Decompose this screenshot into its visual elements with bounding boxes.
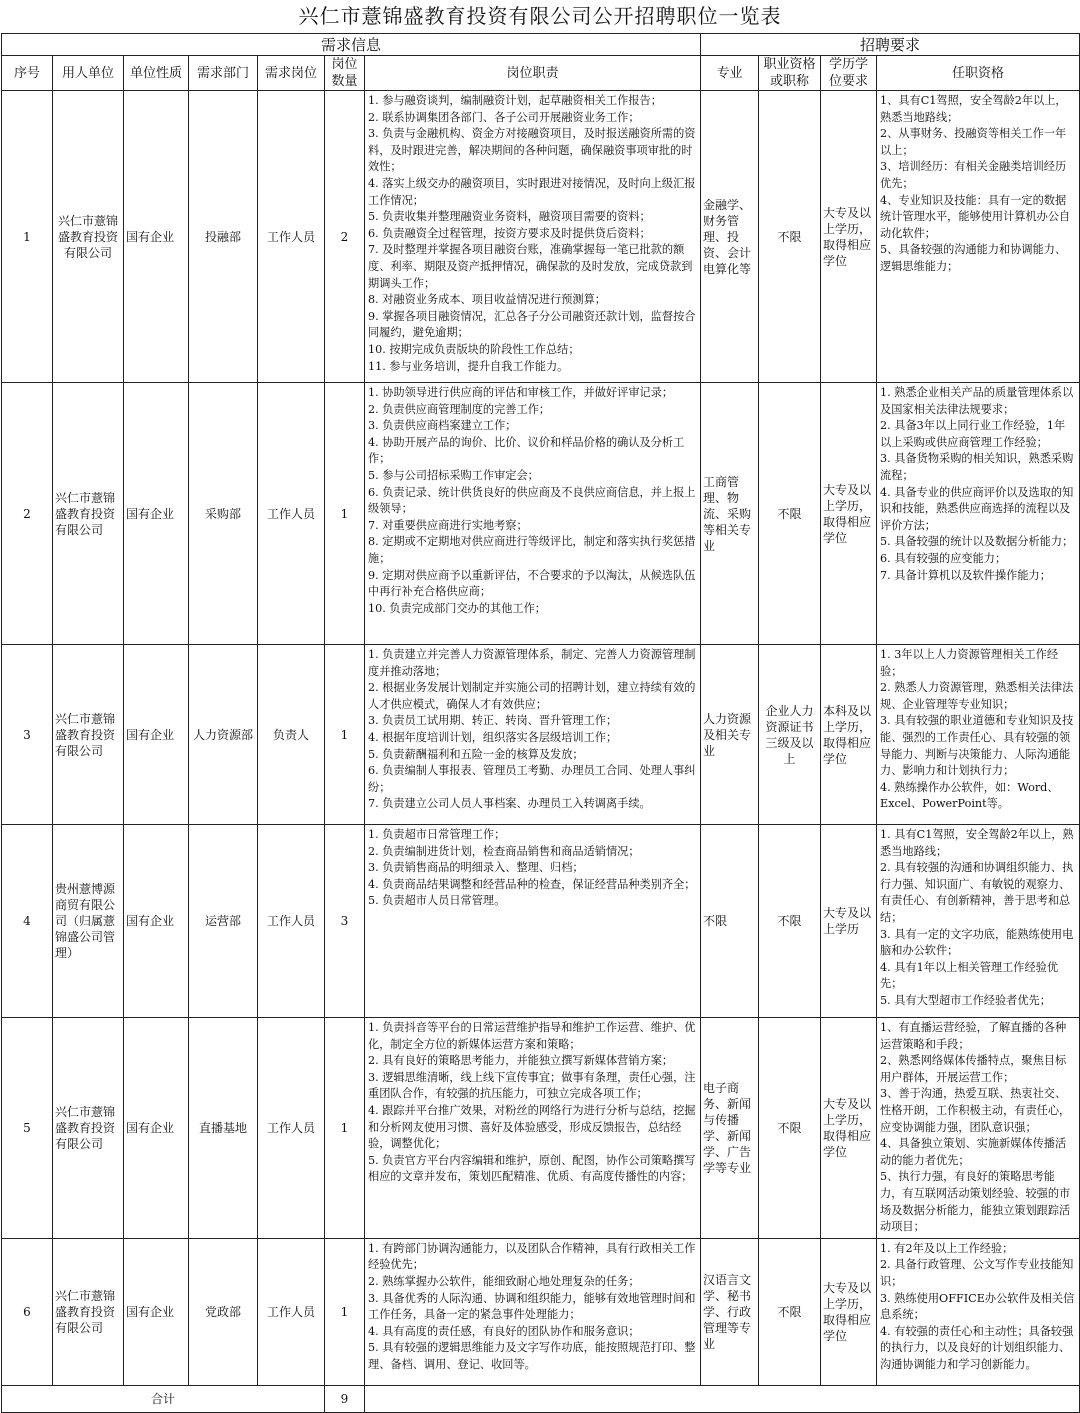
cell-major: 汉语言文学、秘书学、行政管理等专业 <box>701 1238 759 1385</box>
cell-duties-item: 11. 参与业务培训，提升自我工作能力。 <box>368 359 569 373</box>
cell-qual-item: 3. 具有一定的文字功底，能熟练使用电脑和办公软件； <box>880 927 1074 958</box>
cell-seq: 1 <box>2 91 53 383</box>
cell-duties-item: 3. 具备优秀的人际沟通、协调和组织能力，能够有效地管理时间和工作任务，具备一定的紧急事件处理能力； <box>368 1291 696 1322</box>
cell-count: 1 <box>325 1238 365 1385</box>
cell-duties <box>365 383 701 645</box>
cell-major: 人力资源及相关专业 <box>701 645 759 825</box>
total-row <box>2 1385 1080 1412</box>
cell-duties-item: 7. 及时整理并掌握各项目融资台账，准确掌握每一笔已批款的额度、利率、期限及资产抵押情况，确保款的及时发放，完成贷款到期调头工作； <box>368 243 693 290</box>
column-header-row <box>2 56 1080 91</box>
cell-duties <box>365 91 701 383</box>
cell-duties-item: 2. 联系协调集团各部门、各子公司开展融资业务工作； <box>368 110 640 124</box>
cell-duties-item: 5. 负责官方平台内容编辑和维护，原创、配图，协作公司策略撰写相应的文章并发布，策划匹配精准、优质、有高度传播性的内容； <box>368 1153 696 1184</box>
total-blank <box>365 1385 1080 1412</box>
cell-duties-item: 8. 定期或不定期地对供应商进行等级评比，制定和落实执行奖惩措施； <box>368 535 696 565</box>
cell-qual-item: 6. 具有较强的应变能力； <box>880 551 1007 565</box>
cell-duties-item: 6. 负责融资全过程管理，按资方要求及时提供贷后资料； <box>368 226 651 240</box>
cell-qual-item: 2、从事财务、投融资等相关工作一年以上； <box>880 127 1067 157</box>
cell-duties-item: 4. 负责商品结果调整和经营品种的检查，保证经营品种类别齐全； <box>368 877 696 891</box>
cell-unit: 兴仁市薏锦盛教育投资有限公司 <box>53 1238 124 1385</box>
cell-cert: 不限 <box>759 825 821 1018</box>
cell-qual-item: 3、善于沟通，热爱互联、热衷社交、性格开朗，工作积极主动，有责任心，应变协调能力强，团队意识强； <box>880 1087 1071 1134</box>
cell-post: 负责人 <box>258 645 325 825</box>
cell-duties-item: 1. 负责超市日常管理工作； <box>368 828 506 841</box>
cell-qual-item: 4. 有较强的责任心和主动性；具备较强的执行力，以及良好的计划组织能力、沟通协调能力和学习创新能力。 <box>880 1324 1074 1371</box>
header-cert: 职业资格或职称 <box>759 56 821 91</box>
cell-duties-item: 6. 负责记录、统计供货良好的供应商及不良供应商信息，并上报上级领导； <box>368 485 696 516</box>
cell-duties-item: 5. 负责收集并整理融资业务资料，融资项目需要的资料； <box>368 210 651 224</box>
cell-duties-item: 3. 负责供应商档案建立工作； <box>368 419 517 433</box>
cell-count: 1 <box>325 383 365 645</box>
cell-unit: 贵州薏博源商贸有限公司（归属薏锦盛公司管理） <box>53 825 124 1018</box>
cell-qual-item: 3. 具备货物采购的相关知识，熟悉采购流程； <box>880 452 1074 482</box>
cell-cert: 不限 <box>759 91 821 383</box>
cell-edu: 大专及以上学历，取得相应学位 <box>821 91 877 383</box>
cell-qual-item: 4. 熟练操作办公软件，如：Word、Excel、PowerPoint等。 <box>880 780 1059 811</box>
cell-major: 不限 <box>701 825 759 1018</box>
cell-duties-item: 10. 按期完成负责版块的阶段性工作总结； <box>368 342 580 356</box>
cell-duties-item: 3. 负责员工试用期、转正、转岗、晋升管理工作； <box>368 714 618 728</box>
cell-qual-item: 4、具备独立策划、实施新媒体传播活动的能力者优先； <box>880 1137 1067 1167</box>
cell-qual-item: 1、有直播运营经验，了解直播的各种运营策略和手段； <box>880 1021 1067 1051</box>
cell-seq: 4 <box>2 825 53 1018</box>
cell-seq: 5 <box>2 1018 53 1239</box>
group-header-row <box>2 34 1080 56</box>
cell-duties-item: 2. 熟练掌握办公软件，能细致耐心地处理复杂的任务； <box>368 1274 640 1288</box>
recruitment-table <box>1 33 1080 1413</box>
cell-dept: 党政部 <box>189 1238 258 1385</box>
cell-qual-item: 5、具备较强的沟通能力和协调能力、逻辑思维能力； <box>880 243 1067 273</box>
cell-nature: 国有企业 <box>124 1018 189 1239</box>
cell-count: 2 <box>325 91 365 383</box>
cell-post: 工作人员 <box>258 1018 325 1239</box>
group-demand: 需求信息 <box>2 34 701 56</box>
cell-duties-item: 3. 负责销售商品的明细录入、整理、归档； <box>368 861 584 875</box>
cell-count: 3 <box>325 825 365 1018</box>
table-row <box>2 1238 1080 1385</box>
cell-count: 1 <box>325 1018 365 1239</box>
cell-post: 工作人员 <box>258 383 325 645</box>
cell-nature: 国有企业 <box>124 383 189 645</box>
cell-seq: 6 <box>2 1238 53 1385</box>
header-unit: 用人单位 <box>53 56 124 91</box>
cell-dept: 运营部 <box>189 825 258 1018</box>
cell-duties <box>365 1018 701 1239</box>
cell-major: 金融学、财务管理、投资、会计电算化等 <box>701 91 759 383</box>
cell-duties-item: 2. 具有良好的策略思考能力，并能独立撰写新媒体营销方案； <box>368 1054 674 1068</box>
cell-post: 工作人员 <box>258 825 325 1018</box>
cell-dept: 人力资源部 <box>189 645 258 825</box>
cell-qual <box>877 645 1080 825</box>
cell-duties-item: 9. 掌握各项目融资情况，汇总各子分公司融资还款计划，监督按合同履约，避免逾期； <box>368 309 696 340</box>
header-post: 需求岗位 <box>258 56 325 91</box>
header-qual: 任职资格 <box>877 56 1080 91</box>
cell-duties-item: 5. 负责薪酬福利和五险一金的核算及发放； <box>368 747 584 761</box>
cell-duties-item: 7. 对重要供应商进行实地考察； <box>368 518 528 532</box>
cell-qual-item: 1. 3年以上人力资源管理相关工作经验； <box>880 648 1059 678</box>
cell-unit: 兴仁市薏锦盛教育投资有限公司 <box>53 645 124 825</box>
cell-qual-item: 3、培训经历：有相关金融类培训经历优先； <box>880 160 1067 190</box>
header-dept: 需求部门 <box>189 56 258 91</box>
cell-duties-item: 1. 负责建立并完善人力资源管理体系，制定、完善人力资源管理制度并推动落地； <box>368 648 696 678</box>
cell-count: 1 <box>325 645 365 825</box>
cell-duties-item: 5. 具有较强的逻辑思维能力及文字写作功底，能按照规范打印、整理、备档、调用、登记、收回等。 <box>368 1341 696 1371</box>
cell-nature: 国有企业 <box>124 825 189 1018</box>
header-count: 岗位数量 <box>325 56 365 91</box>
cell-edu: 大专及以上学历，取得相应学位 <box>821 1018 877 1239</box>
cell-qual-item: 2. 具有较强的沟通和协调组织能力、执行力强、知识面广、有敏锐的观察力、有责任心、有创新精神，善于思考和总结； <box>880 861 1074 924</box>
cell-duties <box>365 645 701 825</box>
group-requirements: 招聘要求 <box>701 34 1080 56</box>
cell-duties-item: 4. 根据年度培训计划，组织落实各层级培训工作； <box>368 730 618 744</box>
cell-unit: 兴仁市薏锦盛教育投资有限公司 <box>53 383 124 645</box>
cell-duties-item: 10. 负责完成部门交办的其他工作； <box>368 601 546 615</box>
cell-qual-item: 2. 熟悉人力资源管理，熟悉相关法律法规、企业管理等专业知识； <box>880 681 1074 711</box>
cell-nature: 国有企业 <box>124 91 189 383</box>
cell-qual-item: 4. 具有1年以上相关管理工作经验优先； <box>880 960 1059 991</box>
cell-unit: 兴仁市薏锦盛教育投资有限公司 <box>53 91 124 383</box>
cell-cert: 不限 <box>759 383 821 645</box>
header-seq: 序号 <box>2 56 53 91</box>
cell-duties-item: 9. 定期对供应商予以重新评估，不合要求的予以淘汰，从候选队伍中再行补充合格供应商； <box>368 568 696 599</box>
cell-duties-item: 3. 逻辑思维清晰，线上线下宣传事宜；做事有条理，责任心强，注重团队合作，有较强的抗压能力，可独立完成各项工作； <box>368 1070 696 1101</box>
cell-qual-item: 2. 具备行政管理、公文写作专业技能知识； <box>880 1258 1074 1288</box>
cell-qual-item: 7. 具备计算机以及软件操作能力； <box>880 568 1051 582</box>
cell-qual-item: 2、熟悉网络媒体传播特点，聚焦目标用户群体，开展运营工作； <box>880 1054 1067 1084</box>
cell-unit: 兴仁市薏锦盛教育投资有限公司 <box>53 1018 124 1239</box>
cell-qual <box>877 1018 1080 1239</box>
cell-dept: 投融部 <box>189 91 258 383</box>
cell-duties-item: 5. 参与公司招标采购工作审定会； <box>368 468 539 482</box>
total-count: 9 <box>325 1385 365 1412</box>
cell-major: 电子商务、新闻与传播学、新闻学、广告学等专业 <box>701 1018 759 1239</box>
cell-duties-item: 4. 具有高度的责任感，有良好的团队协作和服务意识； <box>368 1324 640 1338</box>
cell-post: 工作人员 <box>258 91 325 383</box>
cell-duties <box>365 1238 701 1385</box>
cell-qual-item: 1. 有2年及以上工作经验； <box>880 1241 1014 1255</box>
cell-cert: 不限 <box>759 1238 821 1385</box>
cell-duties-item: 8. 对融资业务成本、项目收益情况进行预测算； <box>368 293 606 307</box>
cell-post: 工作人员 <box>258 1238 325 1385</box>
cell-qual-item: 1、具有C1驾照，安全驾龄2年以上，熟悉当地路线； <box>880 94 1067 124</box>
cell-edu: 大专及以上学历，取得相应学位 <box>821 383 877 645</box>
cell-edu: 本科及以上学历，取得相应学位 <box>821 645 877 825</box>
cell-duties-item: 4. 落实上级交办的融资项目，实时跟进对接情况，及时向上级汇报工作情况； <box>368 176 696 207</box>
cell-duties <box>365 825 701 1018</box>
cell-qual-item: 1. 具有C1驾照，安全驾龄2年以上，熟悉当地路线； <box>880 828 1074 858</box>
header-duties: 岗位职责 <box>365 56 701 91</box>
cell-qual <box>877 383 1080 645</box>
cell-duties-item: 2. 根据业务发展计划制定并实施公司的招聘计划，建立持续有效的人才供应模式，确保人才有效供应； <box>368 681 696 711</box>
cell-duties-item: 1. 参与融资谈判，编制融资计划，起草融资相关工作报告； <box>368 94 662 107</box>
table-row <box>2 383 1080 645</box>
cell-duties-item: 6. 负责编制人事报表、管理员工考勤、办理员工合同、处理人事纠纷； <box>368 764 696 794</box>
cell-duties-item: 1. 负责抖音等平台的日常运营维护指导和维护工作运营、维护、优化，制定全方位的新媒体运营方案和策略； <box>368 1021 696 1051</box>
cell-qual-item: 3. 具有较强的职业道德和专业知识及技能、强烈的工作责任心、具有较强的领导能力、判断与决策能力、人际沟通能力、影响力和计划执行力； <box>880 714 1074 778</box>
cell-qual-item: 1. 熟悉企业相关产品的质量管理体系以及国家相关法律法规要求； <box>880 386 1074 416</box>
table-row <box>2 1018 1080 1239</box>
header-nature: 单位性质 <box>124 56 189 91</box>
table-row <box>2 825 1080 1018</box>
cell-nature: 国有企业 <box>124 1238 189 1385</box>
cell-seq: 3 <box>2 645 53 825</box>
cell-edu: 大专及以上学历 <box>821 825 877 1018</box>
cell-qual-item: 5. 具备较强的统计以及数据分析能力； <box>880 535 1074 549</box>
cell-duties-item: 4. 跟踪并平台推广效果，对粉丝的网络行为进行分析与总结，挖掘和分析网友使用习惯、喜好及体验感受，形成反馈报告，总结经验，调整优化； <box>368 1103 696 1151</box>
cell-major: 工商管理、物流、采购等相关专业 <box>701 383 759 645</box>
cell-qual-item: 2. 具备3年以上同行业工作经验，1年以上采购或供应商管理工作经验； <box>880 419 1066 449</box>
cell-duties-item: 1. 有跨部门协调沟通能力，以及团队合作精神，具有行政相关工作经验优先； <box>368 1241 696 1272</box>
cell-nature: 国有企业 <box>124 645 189 825</box>
cell-edu: 大专及以上学历，取得相应学位 <box>821 1238 877 1385</box>
total-label: 合计 <box>2 1385 325 1412</box>
page-title: 兴仁市薏锦盛教育投资有限公司公开招聘职位一览表 <box>298 4 782 28</box>
cell-qual <box>877 825 1080 1018</box>
cell-duties-item: 2. 负责供应商管理制度的完善工作； <box>368 402 551 416</box>
cell-duties-item: 7. 负责建立公司人员人事档案、办理员工入转调离手续。 <box>368 797 651 811</box>
header-edu: 学历学位要求 <box>821 56 877 91</box>
cell-qual <box>877 1238 1080 1385</box>
cell-duties-item: 4. 协助开展产品的询价、比价、议价和样品价格的确认及分析工作； <box>368 435 685 466</box>
header-major: 专业 <box>701 56 759 91</box>
cell-qual-item: 5、执行力强，有良好的策略思考能力，有互联网活动策划经验、较强的市场及数据分析能力，能独立策划跟踪活动项目； <box>880 1170 1071 1234</box>
table-row <box>2 645 1080 825</box>
cell-qual-item: 4. 具备专业的供应商评价以及选取的知识和技能，熟悉供应商选择的流程以及评价方法； <box>880 485 1074 532</box>
cell-qual-item: 5. 具有大型超市工作经验者优先； <box>880 993 1051 1007</box>
cell-qual-item: 3. 熟练使用OFFICE办公软件及相关信息系统； <box>880 1291 1075 1322</box>
cell-duties-item: 2. 负责编制进货计划，检查商品销售和商品适销情况； <box>368 844 640 858</box>
cell-duties-item: 3. 负责与金融机构、资金方对接融资项目，及时报送融资所需的资料，及时跟进完善，解决期间的各种问题，确保融资事项审批的时效性； <box>368 127 696 174</box>
cell-cert: 不限 <box>759 1018 821 1239</box>
cell-duties-item: 1. 协助领导进行供应商的评估和审核工作，并做好评审记录； <box>368 386 674 399</box>
cell-duties-item: 5. 负责超市人员日常管理。 <box>368 894 506 908</box>
cell-qual-item: 4、专业知识及技能：具有一定的数据统计管理水平，能够使用计算机办公自动化软件； <box>880 193 1071 240</box>
cell-dept: 采购部 <box>189 383 258 645</box>
cell-cert: 企业人力资源证书三级及以上 <box>759 645 821 825</box>
cell-seq: 2 <box>2 383 53 645</box>
cell-dept: 直播基地 <box>189 1018 258 1239</box>
table-row <box>2 91 1080 383</box>
cell-qual <box>877 91 1080 383</box>
